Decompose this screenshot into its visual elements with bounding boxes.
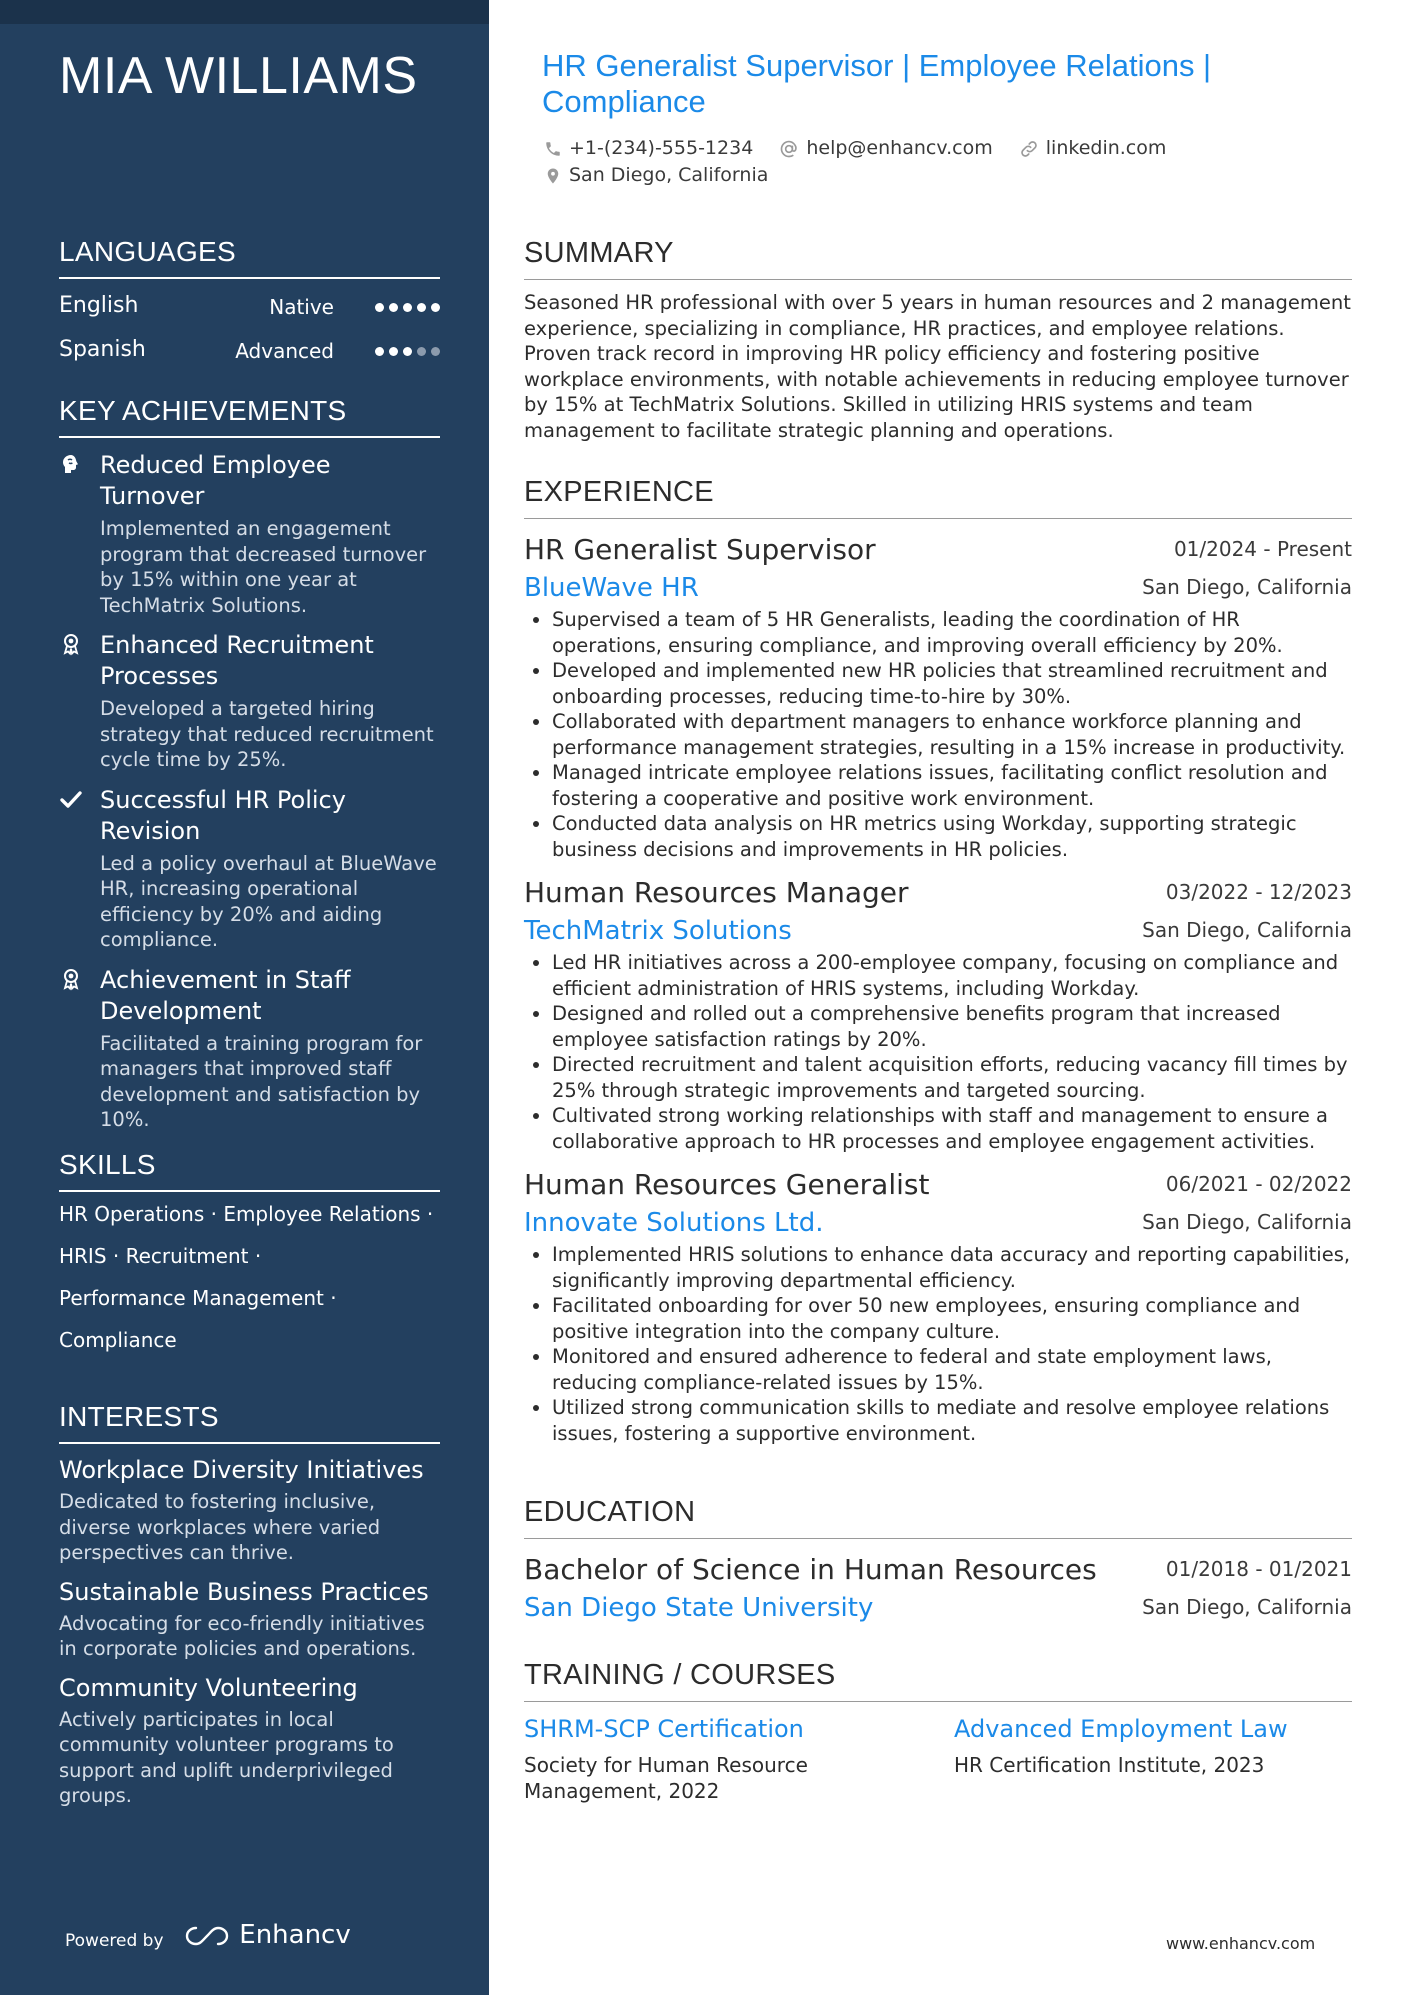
school-location: San Diego, California <box>1142 1595 1352 1619</box>
powered-by-label: Powered by <box>65 1931 164 1951</box>
bullet-item: • Supervised a team of 5 HR Generalists, leading the coordination of HR operations, ensuring compliance, and improving overall efficiency by 20%. <box>552 607 1352 658</box>
headline: HR Generalist Supervisor | Employee Relations | Compliance <box>542 48 1212 119</box>
interest-title: Community Volunteering <box>59 1673 358 1702</box>
course-name: Advanced Employment Law <box>954 1715 1288 1743</box>
achievement-desc: Developed a targeted hiring strategy that reduced recruitment cycle time by 25%. <box>100 697 434 771</box>
languages-title: LANGUAGES <box>59 236 440 279</box>
location-pin-icon <box>544 166 562 186</box>
languages-section <box>59 236 440 371</box>
language-level: Advanced <box>235 339 334 363</box>
education-section <box>524 1496 1352 1627</box>
check-icon <box>59 787 83 811</box>
interests-title: INTERESTS <box>59 1401 440 1444</box>
language-row <box>59 283 440 327</box>
infinity-icon <box>183 1923 231 1949</box>
skills-line: Performance Management · <box>59 1286 337 1310</box>
achievement-item <box>59 450 440 618</box>
achievements-section <box>59 395 440 1133</box>
achievement-item <box>59 630 440 773</box>
job-dates: 03/2022 - 12/2023 <box>1165 880 1352 904</box>
brand-name: Enhancv <box>239 1920 351 1950</box>
achievement-item <box>59 785 440 953</box>
rating-dot <box>389 347 398 356</box>
linkedin-url: linkedin.com <box>1045 137 1167 159</box>
achievement-desc: Led a policy overhaul at BlueWave HR, increasing operational efficiency by 20% and aiding compliance. <box>100 851 437 951</box>
interest-desc: Advocating for eco-friendly initiatives in corporate policies and operations. <box>59 1611 425 1660</box>
bullet-item: • Implemented HRIS solutions to enhance data accuracy and reporting capabilities, significantly improving departmental efficiency. <box>552 1242 1352 1293</box>
job-location: San Diego, California <box>1142 575 1352 599</box>
interest-item <box>59 1673 440 1809</box>
job-location: San Diego, California <box>1142 918 1352 942</box>
education-dates: 01/2018 - 01/2021 <box>1165 1557 1352 1581</box>
summary-text: Seasoned HR professional with over 5 years in human resources and 2 management experience, specializing in compliance, HR practices, and employee relations. Proven track record in improving HR policy efficiency and fostering positive workplace environments, with notable achievements in reducing employee turnover by 15% at TechMatrix Solutions. Skilled in utilizing HRIS systems and team management to facilitate strategic planning and operations. <box>524 291 1351 442</box>
rating-dot <box>389 303 398 312</box>
rating-dot <box>403 303 412 312</box>
course-desc: HR Certification Institute, 2023 <box>954 1753 1265 1777</box>
rating-dot <box>403 347 412 356</box>
interest-desc: Dedicated to fostering inclusive, diverse workplaces where varied perspectives can thrive. <box>59 1490 381 1564</box>
language-rating <box>370 297 440 311</box>
company-name: BlueWave HR <box>524 573 699 603</box>
skills-line: HR Operations · Employee Relations · <box>59 1202 434 1226</box>
at-icon <box>779 139 799 159</box>
contact-row <box>544 137 1166 159</box>
interest-title: Workplace Diversity Initiatives <box>59 1456 424 1484</box>
course-desc: Society for Human Resource Management, 2022 <box>524 1753 808 1803</box>
award-icon <box>59 967 83 991</box>
job-title: Human Resources Generalist <box>524 1168 930 1201</box>
rating-dot <box>417 303 426 312</box>
job-dates: 01/2024 - Present <box>1173 537 1352 561</box>
school-name: San Diego State University <box>524 1593 874 1623</box>
bullet-item: • Directed recruitment and talent acquisition efforts, reducing vacancy fill times by 25% through strategic improvements and targeted sourcing. <box>552 1052 1352 1103</box>
language-name: Spanish <box>59 337 146 362</box>
degree-title: Bachelor of Science in Human Resources <box>524 1553 1097 1586</box>
job-entry <box>524 872 1352 1154</box>
course-name: SHRM-SCP Certification <box>524 1715 804 1743</box>
job-location: San Diego, California <box>1142 1210 1352 1234</box>
training-title: TRAINING / COURSES <box>524 1659 1352 1702</box>
education-title: EDUCATION <box>524 1496 1352 1539</box>
language-name: English <box>59 293 139 318</box>
skills-line: HRIS · Recruitment · <box>59 1244 262 1268</box>
education-entry <box>524 1549 1352 1627</box>
language-row <box>59 327 440 371</box>
achievement-title: Enhanced Recruitment Processes <box>100 631 374 690</box>
bullet-item: • Utilized strong communication skills to mediate and resolve employee relations issues, fostering a supportive environment. <box>552 1395 1352 1446</box>
location-text: San Diego, California <box>569 164 769 186</box>
language-level: Native <box>269 295 334 319</box>
language-rating <box>370 341 440 355</box>
job-entry <box>524 1164 1352 1446</box>
interests-section <box>59 1401 440 1809</box>
achievement-item <box>59 965 440 1133</box>
candidate-name: MIA WILLIAMS <box>59 47 418 105</box>
rating-dot <box>431 347 440 356</box>
bullet-item: • Facilitated onboarding for over 50 new employees, ensuring compliance and positive integration into the company culture. <box>552 1293 1352 1344</box>
experience-section <box>524 476 1352 1446</box>
bullet-item: • Led HR initiatives across a 200-employee company, focusing on compliance and efficient administration of HRIS systems, including Workday. <box>552 950 1352 1001</box>
phone-icon <box>544 140 562 158</box>
bullet-item: • Developed and implemented new HR policies that streamlined recruitment and onboarding processes, reducing time-to-hire by 30%. <box>552 658 1352 709</box>
phone-contact <box>544 137 759 159</box>
rating-dot <box>417 347 426 356</box>
job-dates: 06/2021 - 02/2022 <box>1165 1172 1352 1196</box>
summary-section <box>524 237 1352 443</box>
interest-item <box>59 1577 440 1662</box>
job-title: Human Resources Manager <box>524 876 909 909</box>
award-icon <box>59 632 83 656</box>
brain-icon <box>59 452 83 476</box>
experience-title: EXPERIENCE <box>524 476 1352 519</box>
phone-number: +1-(234)-555-1234 <box>569 137 754 159</box>
job-bullets <box>524 950 1352 1154</box>
company-name: TechMatrix Solutions <box>524 916 792 946</box>
link-icon <box>1019 139 1039 159</box>
course-item <box>954 1715 1354 1779</box>
company-name: Innovate Solutions Ltd. <box>524 1208 824 1238</box>
skills-line: Compliance <box>59 1328 177 1352</box>
achievement-title: Achievement in Staff Development <box>100 965 351 1025</box>
achievement-title: Successful HR Policy Revision <box>100 785 346 845</box>
email-contact[interactable] <box>779 137 998 159</box>
interest-desc: Actively participates in local community volunteer programs to support and uplift underprivileged groups. <box>59 1707 394 1807</box>
achievement-title: Reduced Employee Turnover <box>100 451 331 510</box>
bullet-item: • Conducted data analysis on HR metrics using Workday, supporting strategic business decisions and improvements in HR policies. <box>552 811 1352 862</box>
interest-item <box>59 1455 440 1566</box>
footer-url[interactable]: www.enhancv.com <box>1166 1934 1316 1953</box>
job-title: HR Generalist Supervisor <box>524 533 876 566</box>
location-row <box>544 164 768 186</box>
rating-dot <box>375 303 384 312</box>
job-bullets <box>524 1242 1352 1446</box>
rating-dot <box>375 347 384 356</box>
bullet-item: • Collaborated with department managers to enhance workforce planning and performance management strategies, resulting in a 15% increase in productivity. <box>552 709 1352 760</box>
summary-title: SUMMARY <box>524 237 1352 280</box>
email-address: help@enhancv.com <box>806 137 993 159</box>
job-entry <box>524 529 1352 862</box>
job-bullets <box>524 607 1352 862</box>
interest-title: Sustainable Business Practices <box>59 1577 429 1606</box>
training-section <box>524 1659 1352 1702</box>
enhancv-logo[interactable] <box>183 1920 351 1950</box>
skills-title: SKILLS <box>59 1149 440 1192</box>
achievements-title: KEY ACHIEVEMENTS <box>59 395 440 438</box>
rating-dot <box>431 303 440 312</box>
bullet-item: • Designed and rolled out a comprehensive benefits program that increased employee satisfaction ratings by 20%. <box>552 1001 1352 1052</box>
course-item <box>524 1715 924 1804</box>
sidebar-top-bar <box>0 0 489 24</box>
linkedin-contact[interactable] <box>1019 137 1167 159</box>
achievement-desc: Facilitated a training program for managers that improved staff development and satisfaction by 10%. <box>100 1031 423 1131</box>
bullet-item: • Managed intricate employee relations issues, facilitating conflict resolution and fostering a cooperative and positive work environment. <box>552 760 1352 811</box>
skills-section <box>59 1149 440 1361</box>
achievement-desc: Implemented an engagement program that decreased turnover by 15% within one year at TechMatrix Solutions. <box>100 517 427 617</box>
bullet-item: • Monitored and ensured adherence to federal and state employment laws, reducing compliance-related issues by 15%. <box>552 1344 1352 1395</box>
bullet-item: • Cultivated strong working relationships with staff and management to ensure a collaborative approach to HR processes and employee engagement activities. <box>552 1103 1352 1154</box>
